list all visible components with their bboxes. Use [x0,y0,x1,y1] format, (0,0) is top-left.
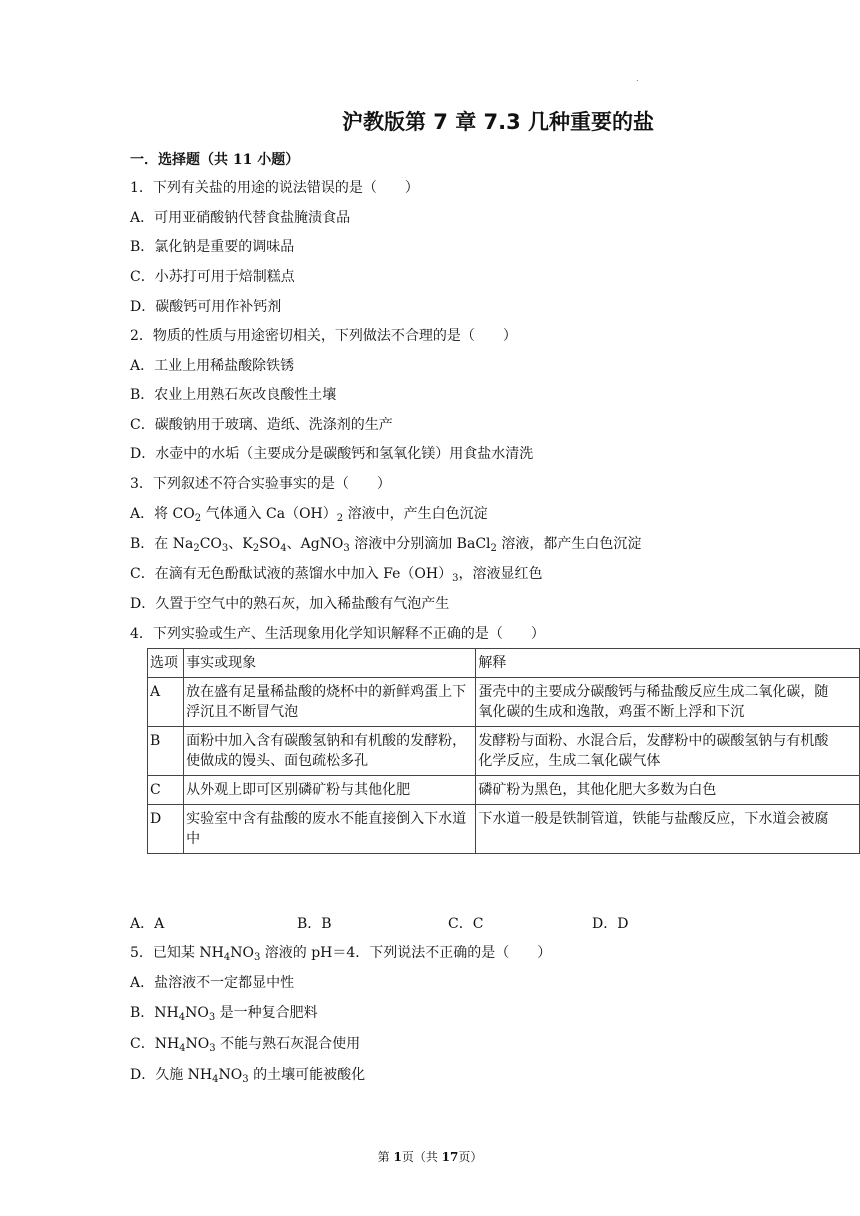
question-4-table [147,648,860,854]
question-4-option-a: A．A [130,916,165,932]
question-3-option-b: B．在 $Na_2CO_3$、$K_2SO_4$、AgNO$_3$ 溶液中分别滴加 BaCl$_2$ 溶液，都产生白色沉淀 [130,536,642,554]
question-5-option-a: A．盐溶液不一定都显中性 [130,975,295,991]
question-4-option-c: C．C [448,916,484,932]
question-2-option-b: B．农业上用熟石灰改良酸性土壤 [130,387,337,403]
question-2-option-a: A．工业上用稀盐酸除铁锈 [130,358,295,374]
question-4-option-b: B．B [297,916,332,932]
table-row [148,727,860,776]
question-4-stem: 4．下列实验或生产、生活现象用化学知识解释不正确的是（ ） [130,626,545,642]
section-heading: 一．选择题（共 11 小题） [130,152,300,168]
table-cell-explain: 蛋壳中的主要成分碳酸钙与稀盐酸反应生成二氧化碳，随 氧化碳的生成和逸散，鸡蛋不断上浮和下沉 [476,678,860,727]
table-cell-option: B [148,727,184,776]
question-5-stem: 5．已知某 $NH_4NO_3$ 溶液的 pH＝4．下列说法不正确的是（ ） [130,945,552,963]
table-cell-explain: 发酵粉与面粉、水混合后，发酵粉中的碳酸氢钠与有机酸 化学反应，生成二氧化碳气体 [476,727,860,776]
table-cell-fact: 从外观上即可区别磷矿粉与其他化肥 [184,776,476,805]
table-cell-option: A [148,678,184,727]
table-cell-explain: 下水道一般是铁制管道，铁能与盐酸反应，下水道会被腐 [476,805,860,854]
table-cell-fact: 实验室中含有盐酸的废水不能直接倒入下水道中 [184,805,476,854]
table-header-cell: 选项 [148,649,184,678]
question-5-option-b: B．$NH_4NO_3$ 是一种复合肥料 [130,1005,318,1023]
table-row [148,776,860,805]
question-1-option-b: B．氯化钠是重要的调味品 [130,239,295,255]
table-row [148,678,860,727]
table-cell-option: D [148,805,184,854]
page-footer: 第 1页（共 17页） [377,1150,483,1164]
table-header-cell: 事实或现象 [184,649,476,678]
table-cell-fact: 面粉中加入含有碳酸氢钠和有机酸的发酵粉，使做成的馒头、面包疏松多孔 [184,727,476,776]
question-3-option-d: D．久置于空气中的熟石灰，加入稀盐酸有气泡产生 [130,596,450,612]
question-3-stem: 3．下列叙述不符合实验事实的是（ ） [130,476,391,492]
question-1-option-a: A．可用亚硝酸钠代替食盐腌渍食品 [130,210,351,226]
table-cell-option: C [148,776,184,805]
header-dot: . [636,74,639,83]
question-2-option-d: D．水壶中的水垢（主要成分是碳酸钙和氢氧化镁）用食盐水清洗 [130,446,534,462]
question-3-option-a: A．将 $CO_2$ 气体通入 $Ca(OH)_2$ 溶液中，产生白色沉淀 [130,506,488,524]
table-cell-fact: 放在盛有足量稀盐酸的烧杯中的新鲜鸡蛋上下浮沉且不断冒气泡 [184,678,476,727]
table-header-cell: 解释 [476,649,860,678]
question-5-option-d: D．久施 $NH_4NO_3$ 的土壤可能被酸化 [130,1067,366,1085]
page-title: 沪教版第 7 章 7.3 几种重要的盐 [341,110,655,134]
table-row [148,805,860,854]
question-1-stem: 1．下列有关盐的用途的说法错误的是（ ） [130,180,419,196]
question-1-option-d: D．碳酸钙可用作补钙剂 [130,299,282,315]
question-1-option-c: C．小苏打可用于焙制糕点 [130,269,295,285]
question-4-option-d: D．D [592,916,629,932]
question-2-stem: 2．物质的性质与用途密切相关，下列做法不合理的是（ ） [130,328,517,344]
table-cell-explain: 磷矿粉为黑色，其他化肥大多数为白色 [476,776,860,805]
question-3-option-c: C．在滴有无色酚酞试液的蒸馏水中加入 $Fe(OH)_3$，溶液显红色 [130,566,543,584]
question-2-option-c: C．碳酸钠用于玻璃、造纸、洗涤剂的生产 [130,417,393,433]
question-5-option-c: C．$NH_4NO_3$ 不能与熟石灰混合使用 [130,1036,361,1054]
table-header-row [148,649,860,678]
